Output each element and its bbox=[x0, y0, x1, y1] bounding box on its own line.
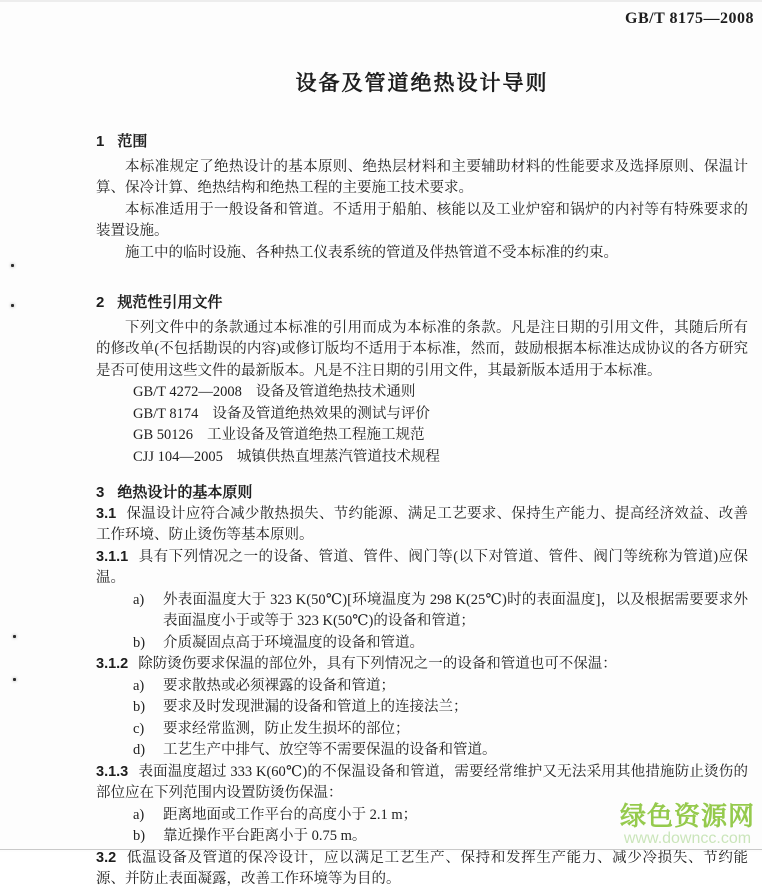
clause-number: 3.1.2 bbox=[96, 656, 129, 672]
list-item bbox=[96, 719, 748, 741]
reference-name: 设备及管道绝热技术通则 bbox=[255, 384, 416, 400]
watermark-site-name: 绿色资源网 bbox=[619, 801, 755, 831]
item-text: 要求散热或必须裸露的设备和管道； bbox=[163, 677, 395, 694]
item-label: b) bbox=[133, 828, 146, 844]
section-title: 规范性引用文件 bbox=[117, 294, 223, 311]
clause-number: 3.1.1 bbox=[96, 548, 129, 565]
item-text: 介质凝固点高于环境温度的设备和管道。 bbox=[163, 634, 424, 651]
item-text: 距离地面或工作平台的高度小于 2.1 m； bbox=[163, 806, 418, 823]
standard-number: GB/T 8175—2008 bbox=[625, 10, 754, 27]
paragraph: 下列文件中的条款通过本标准的引用而成为本标准的条款。凡是注日期的引用文件，其随后所有的修改单(不包括勘误的内容)或修订版均不适用于本标准，然而，鼓励根据本标准达成协议的各方研究是否可使用这些文件的最新版本。凡是不注日期的引用文件，其最新版本适用于本标准。 bbox=[96, 319, 748, 379]
item-text: 工艺生产中排气、放空等不需要保温的设备和管道。 bbox=[163, 742, 497, 758]
scan-speck bbox=[11, 304, 14, 307]
reference-name: 设备及管道绝热效果的测试与评价 bbox=[212, 405, 430, 422]
list-item bbox=[96, 740, 748, 762]
reference-code: GB/T 4272—2008 bbox=[133, 384, 242, 400]
list-item bbox=[96, 590, 748, 633]
section-title: 绝热设计的基本原则 bbox=[117, 484, 253, 501]
item-text: 外表面温度大于 323 K(50℃)[环境温度为 298 K(25℃)时的表面温度]，以及根据需要要求外表面温度小于或等于 323 K(50℃)的设备和管道； bbox=[163, 591, 748, 629]
list-item bbox=[96, 633, 748, 655]
clause-number: 3.1.3 bbox=[96, 763, 129, 780]
clause-3-1-2 bbox=[96, 654, 748, 676]
reference-item bbox=[96, 382, 748, 404]
reference-code: GB 50126 bbox=[133, 427, 194, 443]
item-label: a) bbox=[133, 591, 145, 608]
list-item bbox=[96, 697, 748, 719]
item-label: b) bbox=[133, 699, 146, 715]
clause-3-1 bbox=[96, 504, 748, 547]
paragraph: 本标准规定了绝热设计的基本原则、绝热层材料和主要辅助材料的性能要求及选择原则、保温计算、保冷计算、绝热结构和绝热工程的主要施工技术要求。 bbox=[96, 158, 748, 196]
item-text: 要求及时发现泄漏的设备和管道上的连接法兰； bbox=[163, 699, 468, 715]
reference-item bbox=[96, 447, 748, 469]
document-content bbox=[96, 8, 754, 891]
section-heading-basic-principles bbox=[96, 482, 748, 504]
reference-item bbox=[96, 425, 748, 447]
reference-item bbox=[96, 404, 748, 426]
clause-3-1-3 bbox=[96, 762, 748, 805]
clause-text: 除防烫伤要求保温的部位外，具有下列情况之一的设备和管道也可不保温： bbox=[138, 656, 617, 672]
scan-speck bbox=[11, 264, 14, 267]
clause-number: 3.2 bbox=[96, 849, 117, 866]
section-number: 1 bbox=[96, 133, 105, 150]
watermark-site-url: www.downcc.com bbox=[623, 830, 752, 847]
item-text: 要求经常监测，防止发生损坏的部位； bbox=[163, 720, 410, 737]
clause-text: 具有下列情况之一的设备、管道、管件、阀门等(以下对管道、管件、阀门等统称为管道)应保温。 bbox=[96, 548, 748, 586]
clause-text: 保温设计应符合减少散热损失、节约能源、满足工艺要求、保持生产能力、提高经济效益、改善工作环境、防止烫伤等基本原则。 bbox=[96, 505, 748, 543]
item-label: d) bbox=[133, 742, 146, 758]
reference-name: 工业设备及管道绝热工程施工规范 bbox=[207, 427, 425, 443]
scan-speck bbox=[13, 678, 16, 681]
section-title: 范围 bbox=[117, 133, 148, 150]
scan-speck bbox=[13, 635, 16, 638]
list-item bbox=[96, 805, 748, 827]
clause-3-1-1 bbox=[96, 547, 748, 590]
section-number: 2 bbox=[96, 294, 105, 311]
paragraph: 施工中的临时设施、各种热工仪表系统的管道及伴热管道不受本标准的约束。 bbox=[125, 244, 618, 261]
list-item bbox=[96, 826, 748, 848]
reference-code: CJJ 104—2005 bbox=[133, 448, 223, 465]
clause-number: 3.1 bbox=[96, 505, 117, 522]
clause-text: 表面温度超过 333 K(60℃)的不保温设备和管道，需要经常维护又无法采用其他措施防止烫伤的部位应在下列范围内设置防烫伤保温： bbox=[96, 763, 748, 801]
item-label: a) bbox=[133, 806, 145, 823]
clause-3-2 bbox=[96, 848, 748, 891]
item-label: c) bbox=[133, 720, 145, 737]
item-text: 靠近操作平台距离小于 0.75 m。 bbox=[163, 828, 367, 844]
reference-code: GB/T 8174 bbox=[133, 405, 199, 422]
section-heading-normative-references bbox=[96, 292, 748, 314]
document-title: 设备及管道绝热设计导则 bbox=[295, 72, 549, 95]
reference-name: 城镇供热直埋蒸汽管道技术规程 bbox=[236, 448, 440, 465]
item-label: b) bbox=[133, 634, 146, 651]
section-heading-scope bbox=[96, 131, 748, 153]
scan-edge-line bbox=[0, 849, 762, 850]
clause-text: 低温设备及管道的保冷设计，应以满足工艺生产、保持和发挥生产能力、减少冷损失、节约能源、并防止表面凝露，改善工作环境等为目的。 bbox=[96, 849, 748, 887]
section-number: 3 bbox=[96, 484, 105, 501]
item-label: a) bbox=[133, 677, 145, 694]
list-item bbox=[96, 676, 748, 698]
paragraph: 本标准适用于一般设备和管道。不适用于船舶、核能以及工业炉窑和锅炉的内衬等有特殊要求的装置设施。 bbox=[96, 201, 748, 239]
